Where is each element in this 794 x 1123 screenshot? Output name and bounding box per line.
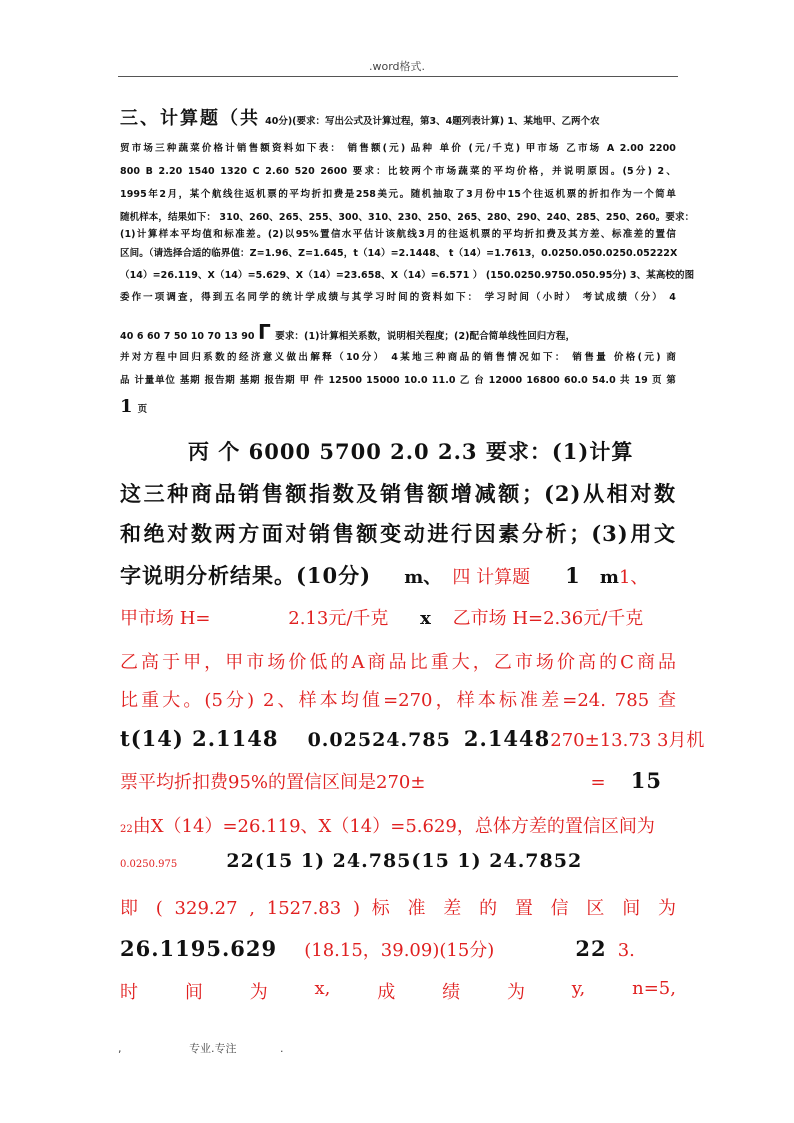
section-title: 三、计算题（共 <box>120 108 260 129</box>
answer-1-market-b: 乙市场 H=2.36元/千克 <box>452 608 644 629</box>
footer-left-mark: , <box>118 1042 122 1055</box>
page-suffix: 页 <box>137 404 148 415</box>
question-line-2: 800 B 2.20 1540 1320 C 2.60 520 2600 要求：比较两个市场蔬菜的平均价格，并说明原因。(5分) 2、 <box>120 166 676 177</box>
answer-one-tail: 1、 <box>618 567 649 588</box>
answers-heading: 四 计算题 <box>452 567 531 588</box>
answer-1-x: x <box>420 608 431 629</box>
answer-3-word: 为 <box>506 982 525 1003</box>
section-title-rest: 40分)(要求：写出公式及计算过程，第3、4题列表计算) 1、某地甲、乙两个农 <box>265 116 600 127</box>
answer-1-market-a: 甲市场 H= <box>120 608 211 629</box>
answer-2-interval: 270±13.73 3月机 <box>550 730 705 751</box>
answer-2-variance-ci: 即 ( 329.27 , 1527.83 ) 标 准 差 的 置 信 区 间 为 <box>120 898 676 919</box>
answer-2-sd-line <box>120 936 676 962</box>
answer-3-word: y, <box>571 978 586 999</box>
answer-2-subscripts: 0.0250.975 <box>120 859 178 870</box>
answer-2-sd-values: 26.1195.629 <box>120 936 278 961</box>
marker-m: m、 <box>404 567 442 588</box>
answer-3-word: 成 <box>377 982 396 1003</box>
answer-3-word: x, <box>314 978 331 999</box>
answer-3-word: n=5, <box>632 978 676 999</box>
answer-2-ci-label: 票平均折扣费95%的置信区间是270± <box>120 772 426 793</box>
answer-3-word: 时 <box>120 982 138 1003</box>
answer-2-equals: = <box>590 772 606 793</box>
answer-3-number: 3. <box>617 940 635 961</box>
question-line-9 <box>120 320 676 344</box>
answer-2-t-label: t(14) 2.1148 <box>120 726 279 751</box>
answer-3-word: 绩 <box>442 982 461 1003</box>
question-line-9-requirement: 要求：(1)计算相关系数，说明相关程度；(2)配合简单线性回归方程， <box>275 331 576 342</box>
gamma-glyph: Γ <box>258 320 272 344</box>
answer-3-line <box>120 978 676 1004</box>
question-line-1: 贸市场三种蔬菜价格计销售额资料如下表： 销售额(元) 品种 单价 (元/千克) 甲市场 乙市场 A 2.00 2200 <box>120 143 676 154</box>
page-number: 1 <box>120 396 133 417</box>
question4-line-4-text: 字说明分析结果。(10分) <box>120 563 372 588</box>
question4-line-1: 丙 个 6000 5700 2.0 2.3 要求：(1)计算 <box>188 439 634 464</box>
question-line-7: （14）=26.119、X（14）=5.629、X（14）=23.658、X（14）=6.571 ） (150.0250.9750.050.95分) 3、某高校的图 <box>120 270 695 281</box>
marker-m2: m <box>599 567 619 588</box>
answer-2-t-line <box>120 726 705 752</box>
answer-2-line-5 <box>120 768 676 794</box>
answer-2-prefix: 22 <box>120 824 133 835</box>
study-data-values: 40 6 60 7 50 10 70 13 90 <box>120 331 255 342</box>
answer-2-sd-ci: (18.15，39.09)(15分) <box>304 940 495 961</box>
answer-one: 1 <box>565 563 581 588</box>
answer-2-t-mid: 0.02524.785 <box>307 729 451 751</box>
page-number-line <box>120 396 676 417</box>
answer-2-t-value: 2.1448 <box>463 726 551 751</box>
answer-2-sd-22: 22 <box>575 936 607 961</box>
footer-text: 专业.专注 <box>189 1042 237 1055</box>
footer-right-mark: . <box>280 1042 284 1055</box>
answer-2-formula-line <box>120 850 676 872</box>
question-line-4: 随机样本，结果如下： 310、260、265、255、300、310、230、250、265、280、290、240、285、250、260。要求： <box>120 212 695 223</box>
answer-1-value-a: 2.13元/千克 <box>288 608 389 629</box>
question-line-3: 1995年2月，某个航线往返机票的平均折扣费是258美元。随机抽取了3月份中15个往返机票的折扣作为一个简单 <box>120 189 676 200</box>
answer-3-word: 为 <box>249 982 268 1003</box>
section-title-line <box>120 104 676 130</box>
answer-2-formula: 22(15 1) 24.785(15 1) 24.7852 <box>226 850 583 872</box>
answer-2-fifteen: 15 <box>630 768 662 793</box>
question-line-10: 并对方程中回归系数的经济意义做出解释（10分） 4某地三种商品的销售情况如下： 销售量 价格(元) 商 <box>120 352 676 363</box>
page-footer <box>118 1040 318 1056</box>
answer-2-line-6 <box>120 812 676 838</box>
answer-3-word: 间 <box>184 982 203 1003</box>
question-line-8: 委作一项调查，得到五名同学的统计学成绩与其学习时间的资料如下： 学习时间（小时） 考试成绩（分） 4 <box>120 292 676 303</box>
answer-1-line-3: 比重大。(5分) 2、样本均值=270，样本标准差=24. 785 查 <box>120 690 676 711</box>
question-line-6: 区间。（请选择合适的临界值：Z=1.96、Z=1.645，t（14）=2.1448、 t（14）=1.7613，0.0250.050.0250.05222X <box>120 248 678 259</box>
answer-1-line-1 <box>120 604 676 630</box>
answer-2-variance-text: 由X（14）=26.119、X（14）=5.629，总体方差的置信区间为 <box>132 816 655 837</box>
question4-line-3: 和绝对数两方面对销售额变动进行因素分析；(3)用文 <box>120 521 676 546</box>
page-header: .word格式. <box>368 60 426 73</box>
question4-line-4 <box>120 560 676 590</box>
header-divider <box>118 76 678 77</box>
question4-line-2: 这三种商品销售额指数及销售额增减额；(2)从相对数 <box>120 481 676 506</box>
answer-1-line-2: 乙高于甲，甲市场价低的A商品比重大，乙市场价高的C商品 <box>120 652 676 673</box>
question-line-5: (1)计算样本平均值和标准差。(2)以95%置信水平估计该航线3月的往返机票的平均折扣费及其方差、标准差的置信 <box>120 229 676 240</box>
question-line-11: 品 计量单位 基期 报告期 基期 报告期 甲 件 12500 15000 10.0 11.0 乙 台 12000 16800 60.0 54.0 共 19 页 第 <box>120 375 676 386</box>
